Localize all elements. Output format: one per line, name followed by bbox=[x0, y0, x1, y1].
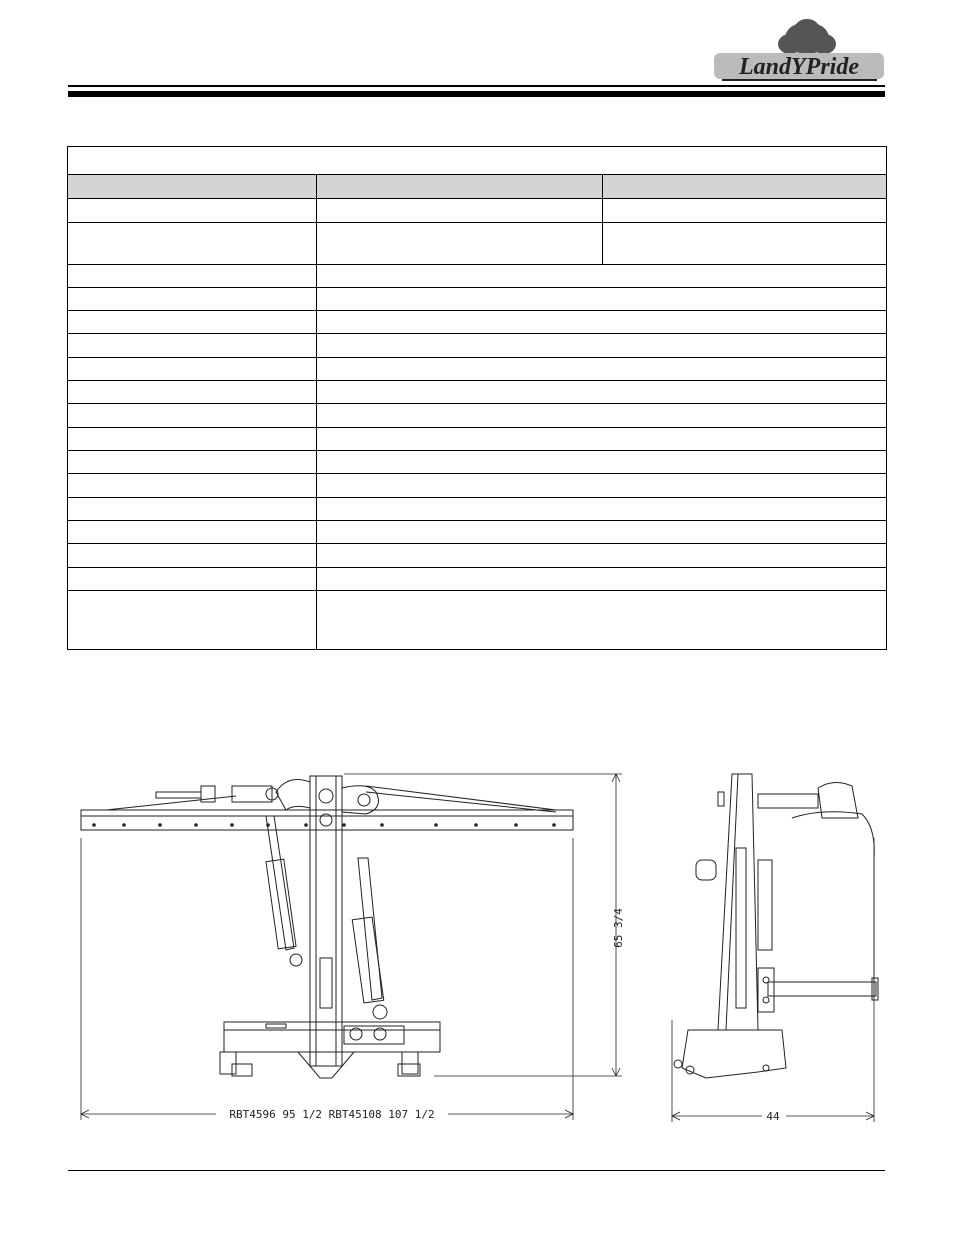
table-row bbox=[68, 568, 886, 591]
hitch-frame bbox=[224, 1022, 440, 1052]
header-cell-model-1 bbox=[317, 175, 602, 198]
row-value bbox=[317, 591, 886, 649]
row-label bbox=[68, 311, 316, 333]
table-row bbox=[68, 223, 886, 265]
row-label bbox=[68, 334, 316, 357]
row-label bbox=[68, 199, 316, 222]
row-label bbox=[68, 544, 316, 567]
row-label bbox=[68, 288, 316, 310]
table-row bbox=[68, 521, 886, 544]
header-rule-thin bbox=[68, 85, 885, 87]
table-row bbox=[68, 288, 886, 311]
row-value bbox=[317, 381, 886, 403]
column-divider bbox=[316, 175, 317, 198]
side-mast bbox=[718, 774, 758, 1030]
header-cell-label bbox=[68, 175, 316, 198]
height-dimension: 65 3/4 bbox=[612, 908, 625, 948]
row-label bbox=[68, 451, 316, 473]
row-value bbox=[317, 544, 886, 567]
row-label bbox=[68, 521, 316, 543]
logo-text: LandYPride bbox=[739, 54, 859, 80]
row-value bbox=[317, 334, 886, 357]
table-row bbox=[68, 199, 886, 223]
row-value bbox=[317, 521, 886, 543]
row-value-model-2 bbox=[603, 199, 886, 222]
row-value bbox=[317, 265, 886, 287]
table-row bbox=[68, 265, 886, 288]
row-label bbox=[68, 381, 316, 403]
table-row bbox=[68, 544, 886, 568]
row-value bbox=[317, 404, 886, 427]
row-value bbox=[317, 474, 886, 497]
row-label bbox=[68, 223, 316, 264]
row-value bbox=[317, 428, 886, 450]
table-header-row bbox=[68, 175, 886, 199]
row-value bbox=[317, 498, 886, 520]
table-row bbox=[68, 358, 886, 381]
side-view-drawing bbox=[662, 768, 888, 1128]
row-label bbox=[68, 265, 316, 287]
row-value bbox=[317, 568, 886, 590]
table-row bbox=[68, 591, 886, 649]
header-cell-model-2 bbox=[603, 175, 886, 198]
table-row bbox=[68, 404, 886, 428]
row-label bbox=[68, 474, 316, 497]
table-row bbox=[68, 498, 886, 521]
row-label bbox=[68, 568, 316, 590]
row-label bbox=[68, 428, 316, 450]
row-label bbox=[68, 591, 316, 649]
table-row bbox=[68, 428, 886, 451]
specifications-table bbox=[67, 146, 887, 650]
table-row bbox=[68, 451, 886, 474]
blade bbox=[81, 810, 573, 830]
row-value bbox=[317, 288, 886, 310]
row-value bbox=[317, 358, 886, 380]
row-label bbox=[68, 358, 316, 380]
front-view-drawing bbox=[76, 768, 636, 1128]
row-value bbox=[317, 311, 886, 333]
table-title bbox=[68, 147, 886, 175]
landy-pride-logo bbox=[712, 18, 887, 86]
table-row bbox=[68, 311, 886, 334]
footer-rule bbox=[68, 1170, 885, 1171]
row-value-model-2 bbox=[603, 223, 886, 264]
column-divider bbox=[602, 175, 603, 198]
side-depth-dimension: 44 bbox=[766, 1110, 780, 1123]
side-base bbox=[682, 1030, 786, 1078]
row-value-model-1 bbox=[317, 199, 602, 222]
row-label bbox=[68, 498, 316, 520]
row-label bbox=[68, 404, 316, 427]
row-value-model-1 bbox=[317, 223, 602, 264]
table-row bbox=[68, 474, 886, 498]
table-row bbox=[68, 381, 886, 404]
header-rule-thick bbox=[68, 91, 885, 97]
table-row bbox=[68, 334, 886, 358]
front-width-dimension: RBT4596 95 1/2 RBT45108 107 1/2 bbox=[229, 1108, 435, 1121]
row-value bbox=[317, 451, 886, 473]
